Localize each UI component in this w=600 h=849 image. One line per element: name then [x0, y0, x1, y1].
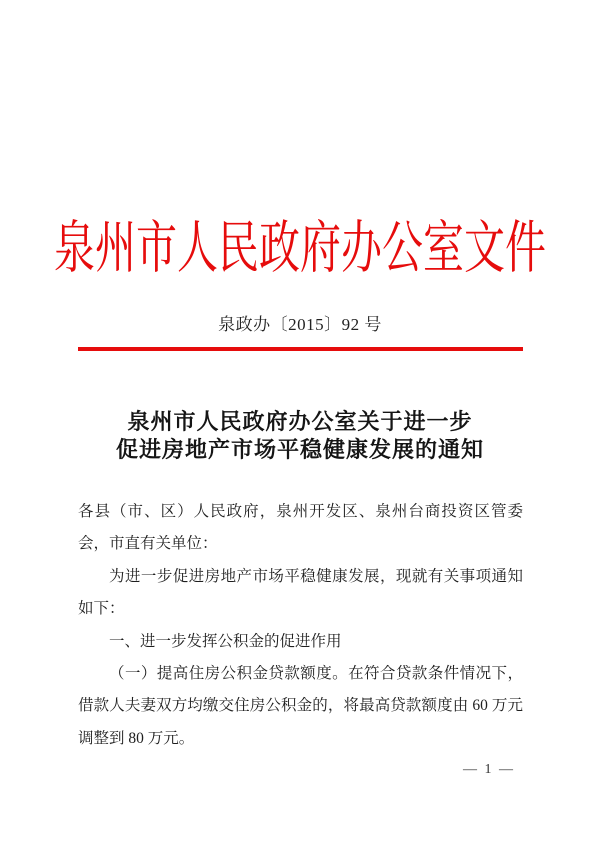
red-divider-line: [78, 347, 523, 351]
section-1-heading: 一、进一步发挥公积金的促进作用: [109, 632, 342, 650]
notice-title: [0, 408, 600, 464]
notice-title-line2: 促进房地产市场平稳健康发展的通知: [115, 437, 484, 462]
notice-title-line1: 泉州市人民政府办公室关于进一步: [127, 409, 473, 434]
page-number: — 1 —: [463, 762, 515, 777]
salutation-paragraph: 各县（市、区）人民政府，泉州开发区、泉州台商投资区管委会，市直有关单位：: [78, 503, 523, 553]
intro-paragraph: 为进一步促进房地产市场平稳健康发展，现就有关事项通知如下：: [78, 567, 523, 618]
document-number: 泉政办〔2015〕92 号: [218, 315, 382, 334]
section-1-item-1-paragraph: （一）提高住房公积金贷款额度。在符合贷款条件情况下，借款人夫妻双方均缴交住房公积金的，将最高贷款额度由 60 万元调整到 80 万元。: [78, 665, 523, 747]
letterhead-org-title: 泉州市人民政府办公室文件: [54, 215, 546, 280]
document-body: [78, 496, 523, 755]
